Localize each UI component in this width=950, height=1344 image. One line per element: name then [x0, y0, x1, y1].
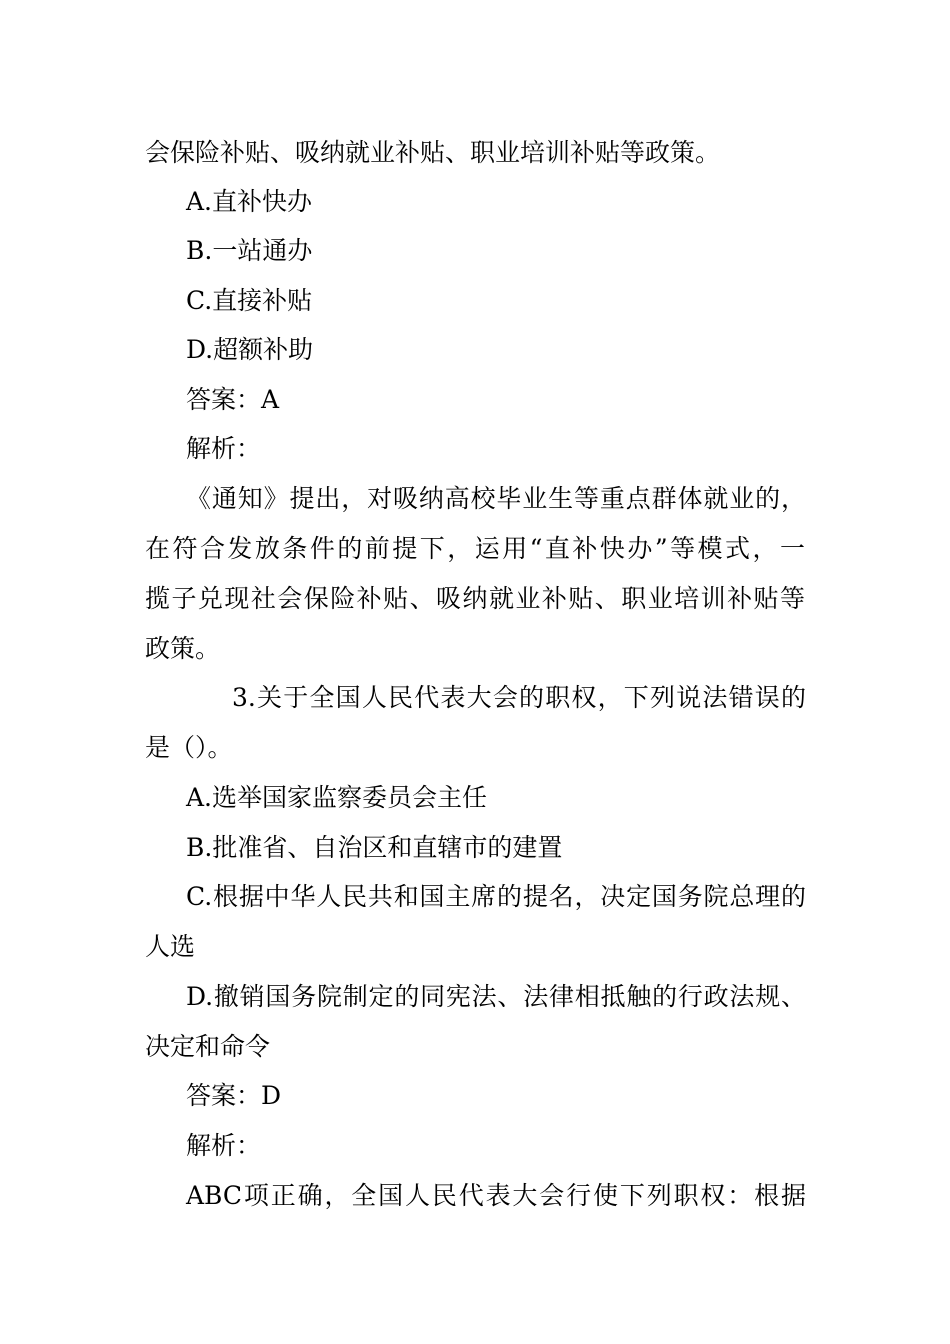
option-b: B.批准省、自治区和直辖市的建置	[186, 833, 563, 862]
analysis-text-line: 揽子兑现社会保险补贴、吸纳就业补贴、职业培训补贴等	[145, 584, 805, 613]
option-c-continuation: 人选	[145, 932, 196, 961]
option-d: D.撤销国务院制定的同宪法、法律相抵触的行政法规、	[186, 982, 806, 1011]
option-a: A.选举国家监察委员会主任	[186, 783, 488, 812]
question-3-stem: 3.关于全国人民代表大会的职权，下列说法错误的	[232, 683, 806, 712]
question-3-stem-end: 是（）。	[145, 733, 233, 762]
option-c: C.直接补贴	[186, 286, 313, 315]
answer-line: 答案：D	[186, 1081, 282, 1110]
analysis-label: 解析：	[186, 434, 262, 463]
analysis-text-line: 《通知》提出，对吸纳高校毕业生等重点群体就业的，	[186, 484, 806, 513]
option-c: C.根据中华人民共和国主席的提名，决定国务院总理的	[186, 882, 806, 911]
analysis-text-line: 在符合发放条件的前提下，运用“直补快办”等模式，一	[145, 534, 805, 563]
analysis-label: 解析：	[186, 1131, 262, 1160]
option-b: B.一站通办	[186, 236, 313, 265]
option-a: A.直补快办	[186, 187, 313, 216]
option-d: D.超额补助	[186, 335, 314, 364]
paragraph-continuation: 会保险补贴、吸纳就业补贴、职业培训补贴等政策。	[145, 138, 721, 167]
analysis-text-line: ABC项正确，全国人民代表大会行使下列职权：根据	[186, 1181, 806, 1210]
answer-line: 答案：A	[186, 385, 280, 414]
option-d-continuation: 决定和命令	[145, 1032, 271, 1061]
analysis-text-line: 政策。	[145, 634, 221, 663]
